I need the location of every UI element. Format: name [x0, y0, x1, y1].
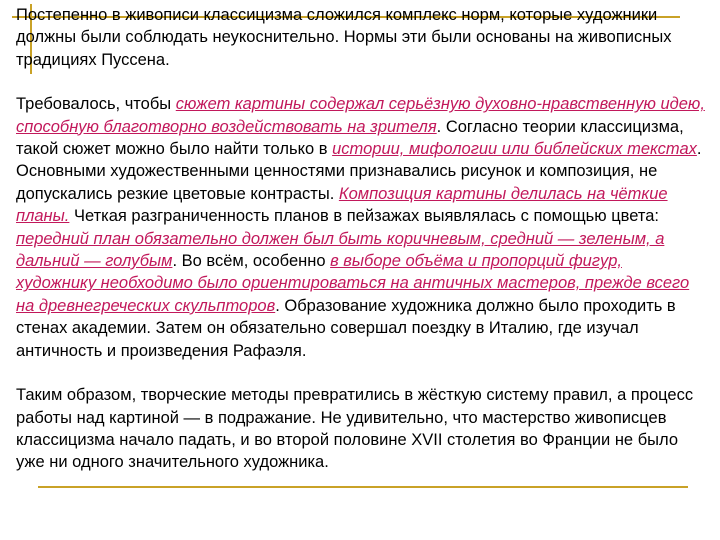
- paragraph-conclusion: Таким образом, творческие методы превратились в жёсткую систему правил, а процесс работы над картиной — в подражание. Не удивительно, что мастерство живописцев классицизма начало падать, и во второй половине XVII столетия во Франции не было уже ни одного значительного художника.: [16, 386, 694, 472]
- text-run: . Образование художника должно было проходить в стенах академии. Затем он обязательно совершал поездку в Италию, где изучал античность и произведения Рафаэля.: [16, 296, 676, 360]
- text-run: . Во всём, особенно: [172, 252, 331, 271]
- highlight-plane-colors: передний план обязательно должен был быть коричневым, средний — зеленым, а дальний — голубым: [16, 229, 665, 271]
- slide-text: [16, 4, 706, 474]
- highlight-plot-idea: сюжет картины содержал серьёзную духовно-нравственную идею, способную благотворно воздействовать на зрителя: [16, 95, 705, 136]
- highlight-composition-planes: Композиция картины делилась на чёткие планы.: [16, 184, 668, 226]
- highlight-antique-masters: в выборе объёма и пропорций фигур, художнику необходимо было ориентироваться на античных мастеров, прежде всего на древнегреческих скульпторов: [16, 252, 690, 315]
- paragraph-gap: [16, 71, 706, 93]
- decorative-bottom-line: [38, 486, 688, 488]
- paragraph-norms: [16, 93, 706, 362]
- highlight-plot-sources: истории, мифологии или библейских текстах: [332, 140, 697, 159]
- text-run: . Основными художественными ценностями признавались рисунок и композиция, не допускались резкие цветовые контрасты.: [16, 140, 702, 203]
- text-run: . Согласно теории классицизма, такой сюжет можно было найти только в: [16, 117, 684, 159]
- text-run: Требовалось, чтобы: [16, 95, 176, 114]
- text-run: Четкая разграниченность планов в пейзажах выявлялась с помощью цвета:: [69, 207, 659, 226]
- paragraph-intro: Постепенно в живописи классицизма сложился комплекс норм, которые художники должны были соблюдать неукоснительно. Нормы эти были основаны на живописных традициях Пуссена.: [16, 6, 672, 69]
- paragraph-gap: [16, 362, 706, 384]
